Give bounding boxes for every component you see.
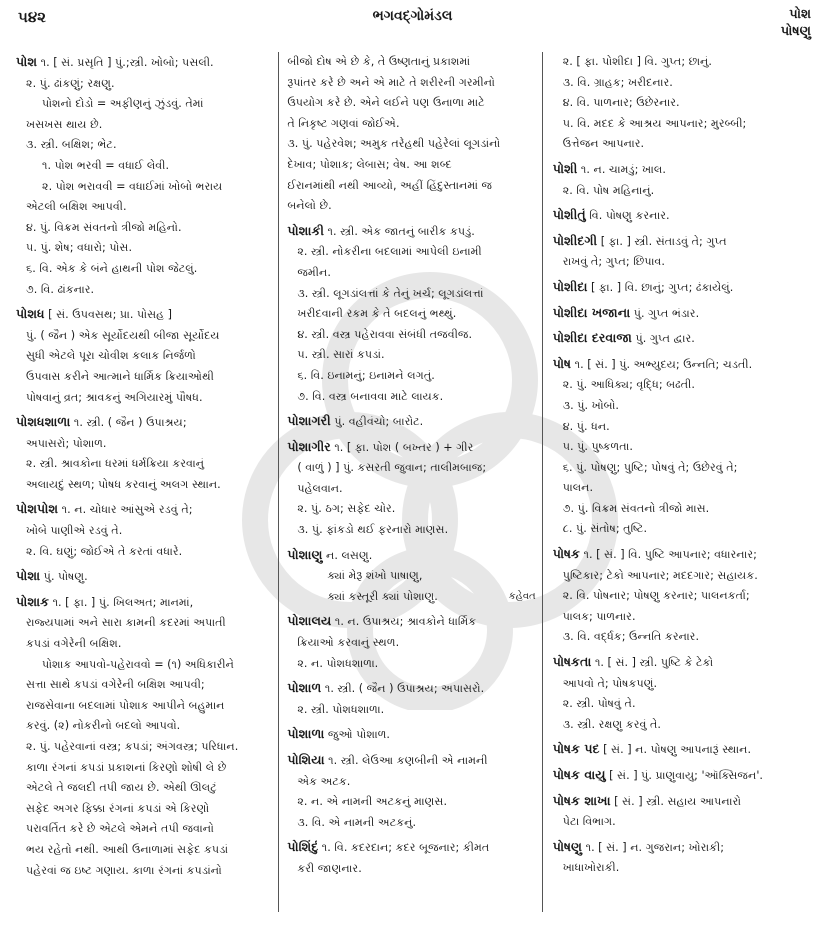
definition-text: બનેલો છે. (287, 199, 332, 213)
definition-text: ૭. વિ. વસ્ત્ર બનાવવા માટે લાયક. (297, 389, 444, 403)
dictionary-entry (287, 545, 535, 608)
definition-text: ૧. સ્ત્રી. એક જાતનું બારીક કપડું. (323, 224, 475, 238)
column-1 (16, 52, 278, 912)
definition-text: ૧. ન. ચોધાર આંસુએ રડવું તે; (58, 503, 193, 517)
entry-headline (287, 611, 535, 633)
entry-line (16, 135, 272, 156)
entry-line (553, 519, 816, 540)
entry-line (16, 94, 272, 115)
entry-headline (16, 499, 272, 521)
entry-line (16, 156, 272, 177)
entry-headline (287, 678, 535, 700)
entry-line (287, 387, 535, 408)
entry-line (16, 326, 272, 347)
entry-headline (553, 791, 816, 813)
dictionary-entry (553, 765, 816, 787)
definition-text: ૫. વિ. મદદ કે આશ્રય આપનાર; મુરબ્બી; (562, 116, 747, 130)
definition-text: [ ફા. ] વિ. છાનું; ગુપ્ત; ઢંકાયેલું. (587, 280, 734, 294)
definition-text: જુઓ પોશાળ. (324, 728, 390, 742)
entry-line (287, 263, 535, 284)
headword: પોશાક (16, 593, 50, 609)
entry-line (287, 792, 535, 813)
definition-text: ૩. વિ. ગ્રાહક; ખરીદનાર. (562, 75, 673, 89)
headword: પોશધશાળા (16, 414, 71, 430)
entry-line (16, 388, 272, 409)
definition-text: ૧. વિ. કદરદાન; કદર બૂજનાર; કીમત (318, 841, 490, 855)
column-3 (543, 52, 816, 912)
entry-line (16, 778, 272, 799)
entry-line (553, 694, 816, 715)
definition-text: ભય રહેતો નથી. આથી ઉનાળામાં સફેદ કપડાં (26, 842, 229, 856)
headword: પોશાળ (287, 680, 322, 696)
definition-text: ૩. સ્ત્રી. બક્ષિશ; ભેટ. (26, 138, 117, 152)
dictionary-entry (16, 592, 272, 881)
headword: પોષક શાખા (552, 792, 611, 808)
definition-text: એટલે તે જલદી તપી જાય છે. એથી ઊલટું (26, 781, 217, 795)
entry-line (553, 715, 816, 736)
entry-line (553, 458, 816, 479)
entry-line (16, 238, 272, 259)
definition-text: પરાવર્તિત કરે છે એટલે એમને તપી જવાનો (26, 822, 214, 836)
definition-text: ૪. વિ. પાળનાર; ઉછેરનાર. (562, 96, 680, 110)
entry-headline (16, 566, 272, 588)
entry-line (16, 840, 272, 861)
dictionary-entry (287, 52, 535, 217)
dictionary-entry (553, 837, 816, 879)
entry-line (16, 454, 272, 475)
entry-line (287, 520, 535, 541)
headword: પોશાલય (287, 613, 332, 629)
definition-text: ૧. સ્ત્રી. લેઉઆ કણબીની એ નામની (324, 754, 488, 767)
entry-headline (287, 724, 535, 746)
definition-text: ૩. વિ. વર્દ્ધક; ઉન્નતિ કરનાર. (562, 630, 700, 644)
entry-line (287, 155, 535, 176)
definition-text: ૨. સ્ત્રી. પોશધશાળા. (297, 702, 385, 716)
definition-text: જમીન. (297, 265, 331, 279)
definition-text: બીજો દોષ એ છે કે, તે ઉષ્ણતાનું પ્રકાશમાં (287, 55, 471, 68)
entry-headline (553, 277, 816, 299)
entry-line (287, 479, 535, 500)
definition-text: ૫. સ્ત્રી. સારાં કપડાં. (297, 348, 385, 362)
entry-line (16, 861, 272, 882)
entry-line (16, 819, 272, 840)
definition-text: ૫. પું. પુષ્કળતા. (562, 440, 633, 454)
entry-headline (287, 221, 535, 243)
definition-text: ૧. [ સં. ] ન. ગુજરાન; ખોરાકી; (582, 840, 724, 854)
definition-text: કપડાં વગેરેની બક્ષિશ. (26, 637, 122, 651)
definition-text: અલાયદું સ્થળ; પોષધ કરવાનું અલગ સ્થાન. (26, 477, 221, 491)
headword: પોશિંદું (287, 839, 319, 855)
headword: પોશીદા દરવાજા (552, 330, 632, 346)
dictionary-entry (287, 837, 535, 879)
definition-text: અપાસરો; પોશાળ. (26, 436, 107, 450)
definition-text: વિ. પોષણુ કરનાર. (585, 209, 670, 223)
definition-text: પું. ( જૈન ) એક સૂર્યોદયથી બીજા સૂર્યોદય (26, 328, 220, 342)
dictionary-entry (553, 791, 816, 833)
dictionary-entry (287, 411, 535, 433)
quote-attribution: કહેવત (508, 590, 536, 602)
entry-line (553, 566, 816, 587)
definition-text: [ સં. ] સ્ત્રી. સહાય આપનારો (610, 794, 742, 808)
definition-text: ઉત્તેજન આપનાર. (562, 137, 645, 151)
definition-text: ( વાળું ) ] પું. કસરતી જુવાન; તાલીમબાજ; (297, 461, 487, 475)
definition-text: ખસખસ થાય છે. (26, 117, 103, 131)
entry-line (553, 93, 816, 114)
headword: પોશીતું (552, 207, 586, 223)
dictionary-entry (287, 437, 535, 541)
entry-line (16, 475, 272, 496)
definition-text: [ સં. ઉપવસથ; પ્રા. પોસહ ] (44, 308, 173, 322)
entry-line (553, 607, 816, 628)
headword: પોષક (552, 546, 580, 562)
entry-headline (553, 205, 816, 227)
entry-headline (287, 837, 535, 859)
definition-text: રાજ્યપામાં અને સારા કામની કદરમાં અપાતી (26, 616, 226, 630)
definition-text: ખરીદવાની રકમ કે તે બદલનું ભથ્થું. (297, 307, 457, 321)
definition-text: પેટા વિભાગ. (562, 815, 616, 829)
definition-text: આપવો તે; પોષકપણું. (562, 676, 658, 690)
definition-text: ૧. ન. ચામડું; ખાલ. (577, 162, 666, 176)
entry-line (553, 586, 816, 607)
entry-line (16, 696, 272, 717)
entry-line (287, 93, 535, 114)
entry-line (553, 114, 816, 135)
page-number: ૫૪૨ (18, 8, 46, 26)
dictionary-entry (16, 304, 272, 408)
definition-text: ૬. વિ. ઇનામનું; ઇનામને લગતું. (297, 368, 435, 382)
entry-line (16, 259, 272, 280)
dictionary-entry (16, 52, 272, 300)
definition-text: ૧. [ ફા. પોશ ( બખ્તર ) + ગીર (330, 440, 474, 454)
dictionary-entry (553, 52, 816, 155)
definition-text: [ સં. ] પું. પ્રાણુવાયુ; 'ઑક્સિજન'. (605, 769, 763, 782)
definition-text: ૪. સ્ત્રી. વસ્ત્ર પહેરાવવા સંબંધી તજવીજ. (297, 327, 473, 341)
entry-headline (553, 739, 816, 761)
entry-headline (553, 231, 816, 253)
entry-line (16, 346, 272, 367)
dictionary-entry (287, 750, 535, 833)
entry-line (287, 284, 535, 305)
definition-text: ૧. [ સં. ] પું. અભ્યુદય; ઉન્નતિ; ચડતી. (571, 357, 753, 371)
definition-text: ૧. [ સં. ] સ્ત્રી. પુષ્ટિ કે ટેકો (591, 656, 714, 670)
entry-line (553, 478, 816, 499)
definition-text: ૭. વિ. ઢાંકનાર. (26, 282, 95, 296)
definition-text: તે નિકૃષ્ટ ગણવાં જોઈએ. (287, 116, 400, 130)
headword: પોશાગીર (287, 438, 331, 454)
definition-text: ૩. વિ. એ નામની અટકનું. (297, 815, 417, 829)
definition-text: પુષ્ટિકાર; ટેકો આપનાર; મદદગાર; સહાયક. (562, 568, 758, 582)
definition-text: ૩. સ્ત્રી. લૂગડાંલત્તાં કે તેનું ખર્ચ; લૂગડાંલત્તાં (297, 286, 484, 300)
entry-line (287, 176, 535, 197)
entry-line (553, 375, 816, 396)
entry-line (553, 252, 816, 273)
definition-text: ૧. [ સં. ] વિ. પુષ્ટિ આપનાર; વધારનાર; (579, 548, 757, 562)
headword: પોષણુ (552, 838, 583, 854)
headword: પોશિયા (287, 752, 325, 767)
entry-line (16, 115, 272, 136)
entry-line (287, 52, 535, 73)
entry-line (553, 627, 816, 648)
headword: પોશીદા ખજાના (552, 304, 631, 320)
entry-line (287, 633, 535, 654)
headword: પોશાળા (287, 726, 325, 742)
entry-line (553, 52, 816, 73)
entry-headline (287, 411, 535, 433)
entry-line (287, 813, 535, 834)
entry-headline (553, 159, 816, 181)
entry-line (16, 74, 272, 95)
entry-line (553, 73, 816, 94)
dictionary-entry (287, 678, 535, 720)
entry-headline (553, 328, 816, 350)
entry-line (287, 325, 535, 346)
entry-line (287, 196, 535, 217)
definition-text: પું. ગુપ્ત ભંડાર. (630, 306, 700, 320)
dictionary-entry (16, 499, 272, 562)
headword: પોશધ (16, 306, 45, 322)
guide-words (781, 6, 811, 40)
dictionary-columns (16, 52, 816, 912)
entry-headline (287, 545, 535, 567)
entry-headline (553, 354, 816, 376)
entry-line (287, 304, 535, 325)
entry-line (16, 613, 272, 634)
definition-text: ૨. પું. ઢાંકણું; રક્ષણુ. (26, 76, 115, 90)
entry-line (287, 114, 535, 135)
definition-text: ૨. પું. પહેરવાનાં વસ્ત્ર; કપડાં; અંગવસ્ત્ર; પરિધાન. (26, 740, 239, 753)
definition-text: ૨. [ ફા. પોશીદા ] વિ. ગુપ્ત; છાનું. (562, 55, 712, 68)
entry-line (553, 437, 816, 458)
dictionary-entry (553, 354, 816, 540)
column-2 (279, 52, 541, 912)
definition-text: પોશાક આપવો-પહેરાવવો = (૧) અધિકારીને (42, 657, 234, 671)
entry-line (16, 542, 272, 563)
entry-headline (553, 765, 816, 787)
definition-text: ૨. સ્ત્રી. નોકરીના બદલામાં આપેલી ઇનામી (297, 245, 482, 259)
definition-text: ૧. [ ફા. ] પું. ખિલઅત; માનમાં, (49, 595, 194, 609)
definition-text: ૨. સ્ત્રી. પોષવું તે. (562, 697, 636, 711)
entry-line (287, 587, 535, 608)
headword: પોશા (16, 568, 41, 584)
dictionary-entry (287, 221, 535, 407)
definition-text: ક્યાં કસ્તૂરી ક્યાં પોશાણુ. (327, 589, 438, 603)
dictionary-entry (553, 159, 816, 201)
dictionary-entry (553, 205, 816, 227)
definition-text: ૨. પોશ ભરાવવી = વધાઈમાં ખોબો ભરાય (42, 179, 223, 193)
definition-text: સફેદ અગર ફિક્કા રંગનાં કપડાં એ કિરણો (26, 801, 210, 815)
entry-line (16, 280, 272, 301)
dictionary-entry (553, 231, 816, 273)
entry-headline (287, 750, 535, 772)
entry-line (287, 566, 535, 587)
entry-line (287, 134, 535, 155)
definition-text: ૨. પું. ઠગ; સફેદ ચોર. (297, 502, 396, 516)
entry-headline (16, 412, 272, 434)
headword: પોષ (552, 355, 572, 371)
definition-text: ૨. ન. એ નામની અટકનું માણસ. (297, 795, 447, 809)
definition-text: ઉપયોગ કરે છે. એને લઈને પણ ઉનાળા માટે (287, 96, 485, 110)
definition-text: ૩. પું. ફાંકડો થઈ ફરનારો માણસ. (297, 523, 449, 537)
definition-text: ૨. વિ. પોષ મહિનાનું. (562, 183, 655, 197)
entry-line (287, 772, 535, 793)
definition-text: [ ફા. ] સ્ત્રી. સંતાડવું તે; ગુપ્ત (597, 234, 727, 248)
headword: પોષકતા (552, 654, 592, 670)
definition-text: એક અટક. (297, 774, 351, 788)
entry-line (16, 197, 272, 218)
running-title: ભગવદ્ગોમંડલ (372, 8, 453, 24)
dictionary-entry (16, 412, 272, 495)
entry-headline (287, 437, 535, 459)
definition-text: પું. પોષણુ. (40, 570, 88, 584)
definition-text: પોશનો દોડો = અફીણનું ઝુંડવું. તેમાં (42, 97, 204, 111)
definition-text: ૮. પું. સંતોષ; તુષ્ટિ. (562, 522, 647, 536)
definition-text: ઈરાનમાંથી નથી આવ્યો, અહીં હિંદુસ્તાનમાં જ (287, 178, 493, 192)
entry-line (553, 417, 816, 438)
definition-text: ૨. વિ. ઘણું; જોઈએ તે કરતાં વધારે. (26, 544, 183, 558)
dictionary-entry (553, 303, 816, 325)
definition-text: પાલન. (562, 481, 594, 495)
entry-line (287, 700, 535, 721)
definition-text: ૨. વિ. પોષનાર; પોષણુ કરનાર; પાલનકર્તા; (562, 589, 750, 603)
dictionary-entry (553, 328, 816, 350)
definition-text: પું. ગુપ્ત દ્વાર. (631, 332, 695, 346)
definition-text: રાખવું તે; ગુપ્ત; છિપાવ. (562, 255, 665, 269)
headword: પોશીદગી (552, 232, 598, 248)
dictionary-entry (553, 544, 816, 648)
definition-text: ક્રિયાઓ કરવાનું સ્થળ. (297, 636, 400, 650)
definition-text: ૬. વિ. એક કે બંને હાથની પોશ જેટલું. (26, 261, 198, 275)
entry-line (16, 177, 272, 198)
definition-text: સુધી એટલે પૂરા ચોવીશ કલાક નિર્જળો (26, 349, 196, 363)
definition-text: ૩. પું. પહેરવેશ; અમુક તરેહથી પહેરેલાં લૂગડાંનો (287, 137, 501, 151)
definition-text: ૨. સ્ત્રી. શ્રાવકોના ધરમાં ધર્મક્રિયા કરવાનું (26, 457, 205, 471)
definition-text: ખાધાખોરાકી. (562, 861, 620, 875)
entry-line (16, 218, 272, 239)
definition-text: એટલી બક્ષિશ આપવી. (26, 200, 127, 214)
entry-line (287, 366, 535, 387)
headword: પોશાકી (287, 222, 324, 238)
entry-line (287, 458, 535, 479)
definition-text: ૩. પું. ખોબો. (562, 398, 619, 412)
dictionary-entry (16, 566, 272, 588)
entry-line (16, 521, 272, 542)
entry-line (287, 654, 535, 675)
headword: પોશાણુ (287, 546, 323, 562)
dictionary-entry (553, 652, 816, 735)
dictionary-entry (287, 611, 535, 674)
definition-text: ૧. [ સં. પ્રસૃતિ ] પું.;સ્ત્રી. ખોબો; પસલી. (37, 56, 214, 69)
guide-word-last: પોષણુ (780, 24, 811, 39)
entry-headline (16, 52, 272, 74)
entry-line (16, 434, 272, 455)
entry-line (287, 345, 535, 366)
dictionary-entry (287, 724, 535, 746)
headword: પોષક પદ (552, 741, 600, 757)
definition-text: ૪. પું. ધન. (562, 419, 610, 433)
definition-text: ૧. પોશ ભરવી = વધાઈ લેવી. (42, 158, 170, 172)
entry-line (287, 499, 535, 520)
definition-text: ૨. પું. આધિક્ય; વૃદ્ધિ; બઢતી. (562, 378, 695, 392)
definition-text: કરવું. (૨) નોકરીનો બદલો આપવો. (26, 719, 181, 733)
entry-line (553, 674, 816, 695)
definition-text: ૧. સ્ત્રી. ( જૈન ) ઉપાશ્રય; અપાસરો. (321, 682, 485, 696)
entry-line (553, 396, 816, 417)
definition-text: પહેલવાન. (297, 481, 343, 495)
entry-line (16, 716, 272, 737)
headword: પોષક વાયુ (552, 767, 606, 782)
definition-text: ૩. સ્ત્રી. રક્ષણુ કરવું તે. (562, 717, 661, 731)
entry-line (553, 134, 816, 155)
definition-text: ક્યાં મેરૂ શંખો પાષાણુ, (327, 569, 423, 583)
definition-text: [ સં. ] ન. પોષણુ આપનારૂં સ્થાન. (599, 743, 752, 757)
definition-text: કરી જાણનાર. (297, 861, 362, 875)
definition-text: ૭. પું. વિક્રમ સંવતનો ત્રીજો માસ. (562, 501, 710, 515)
headword: પોશ (16, 54, 38, 69)
definition-text: ૧. સ્ત્રી. ( જૈન ) ઉપાશ્રય; (70, 416, 187, 430)
entry-line (16, 655, 272, 676)
definition-text: ઉપવાસ કરીને આત્માને ધાર્મિક ક્રિયાઓથી (26, 369, 214, 383)
definition-text: ૧. ન. ઉપાશ્રય; શ્રાવકોને ધાર્મિક (331, 615, 477, 629)
definition-text: પહેરવાં જ ઇષ્ટ ગણાય. કાળા રંગનાં કપડાંનો (26, 863, 222, 877)
entry-line (287, 859, 535, 880)
entry-line (16, 799, 272, 820)
definition-text: પાલક; પાળનાર. (562, 609, 636, 623)
definition-text: ૨. ન. પોશધશાળા. (297, 656, 379, 670)
entry-line (16, 758, 272, 779)
headword: પોશીદા (552, 278, 588, 294)
page-header (0, 0, 825, 50)
headword: પોશી (552, 160, 578, 176)
definition-text: ૫. પું. શેષ; વધારો; પોસ. (26, 241, 133, 255)
entry-line (16, 675, 272, 696)
definition-text: રૂપાંતર કરે છે અને એ માટે તે શરીરની ગરમીનો (287, 75, 495, 89)
guide-word-first: પોશ (789, 7, 811, 22)
dictionary-entry (553, 739, 816, 761)
entry-line (553, 181, 816, 202)
entry-headline (553, 544, 816, 566)
entry-headline (16, 304, 272, 326)
entry-line (16, 634, 272, 655)
entry-headline (553, 837, 816, 859)
headword: પોશાગરી (287, 413, 331, 429)
entry-line (553, 812, 816, 833)
entry-line (16, 737, 272, 758)
definition-text: પું. વહીવંચો; બારોટ. (330, 415, 424, 429)
entry-headline (16, 592, 272, 614)
entry-line (553, 858, 816, 879)
definition-text: દેખાવ; પોશાક; લેબાસ; વેષ. આ શબ્દ (287, 157, 452, 171)
definition-text: ૪. પું. વિક્રમ સંવતનો ત્રીજો મહિનો. (26, 220, 182, 234)
headword: પોશપોશ (16, 501, 59, 517)
dictionary-entry (553, 277, 816, 299)
entry-line (287, 73, 535, 94)
definition-text: ૬. પું. પોષણુ; પુષ્ટિ; પોષવું તે; ઉછેરવું તે; (562, 460, 738, 474)
definition-text: ન. લસણુ. (322, 548, 373, 562)
entry-line (16, 367, 272, 388)
definition-text: પોષવાનું વ્રત; શ્રાવકનું અગિયારમું પૌષધ. (26, 390, 203, 404)
entry-line (287, 242, 535, 263)
definition-text: સત્તા સાથે કપડાં વગેરેની બક્ષિશ આપવી; (26, 678, 205, 692)
definition-text: ખોબે પાણીએ રડવું તે. (26, 524, 123, 538)
entry-headline (553, 303, 816, 325)
entry-headline (553, 652, 816, 674)
entry-line (553, 499, 816, 520)
definition-text: કાળા રંગનાં કપડાં પ્રકાશનાં કિરણો શોષી લે છે (26, 760, 227, 774)
definition-text: રાજસેવાના બદલામાં પોશાક આપીને બહુમાન (26, 698, 225, 712)
